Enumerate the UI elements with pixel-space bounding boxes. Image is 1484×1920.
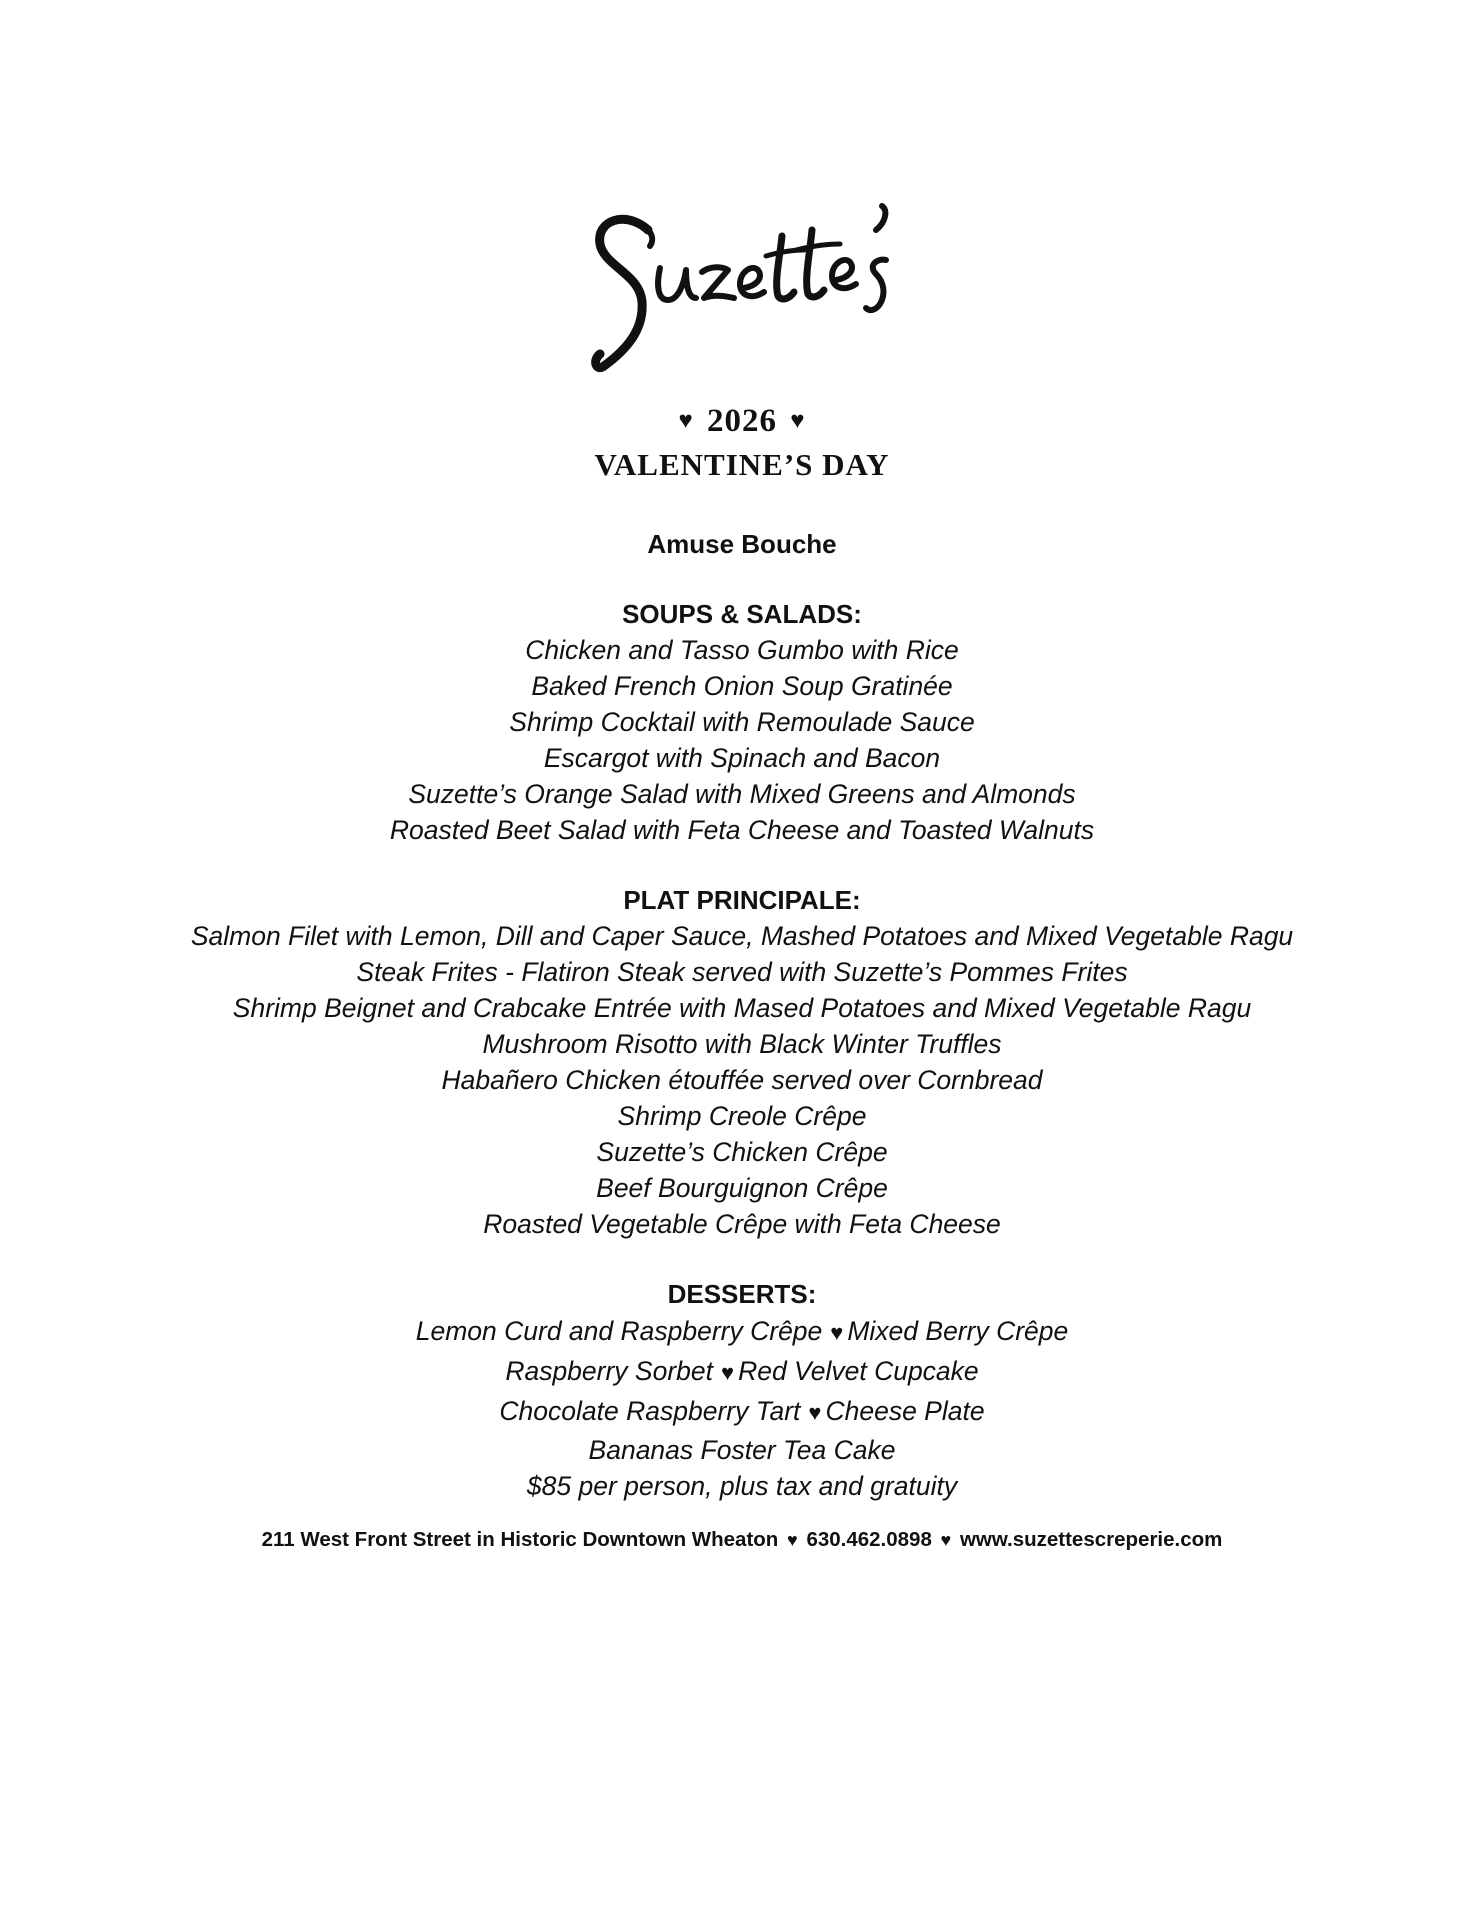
list-item: Roasted Vegetable Crêpe with Feta Cheese — [483, 1209, 1001, 1239]
dessert-pair — [0, 1312, 1484, 1352]
amuse-bouche-heading: Amuse Bouche — [647, 529, 837, 559]
list-item: Mushroom Risotto with Black Winter Truffles — [482, 1029, 1002, 1059]
dessert-item: Raspberry Sorbet — [505, 1356, 713, 1386]
heart-icon: ♥ — [721, 1360, 735, 1385]
heart-icon: ♥ — [940, 1530, 952, 1550]
heart-icon: ♥ — [830, 1320, 844, 1345]
dessert-item: Bananas Foster Tea Cake — [588, 1435, 896, 1465]
suzettes-logo — [586, 200, 906, 380]
footer-address: 211 West Front Street in Historic Downtown Wheaton — [261, 1528, 779, 1551]
dessert-pair — [0, 1392, 1484, 1432]
desserts-section — [0, 1276, 1484, 1504]
heart-icon: ♥ — [790, 408, 806, 434]
list-item: Beef Bourguignon Crêpe — [596, 1173, 888, 1203]
soups-salads-section — [0, 596, 1484, 848]
list-item: Steak Frites - Flatiron Steak served with Suzette’s Pommes Frites — [356, 957, 1128, 987]
year-line — [0, 403, 1484, 440]
dessert-item: Red Velvet Cupcake — [738, 1356, 979, 1386]
desserts-heading: DESSERTS: — [667, 1279, 817, 1309]
price-line: $85 per person, plus tax and gratuity — [526, 1471, 958, 1501]
dessert-item: Chocolate Raspberry Tart — [499, 1396, 801, 1426]
list-item: Roasted Beet Salad with Feta Cheese and Toasted Walnuts — [389, 815, 1095, 845]
soups-salads-heading: SOUPS & SALADS: — [622, 599, 862, 629]
dessert-pair — [0, 1352, 1484, 1392]
list-item: Habañero Chicken étouffée served over Cornbread — [441, 1065, 1043, 1095]
heart-icon: ♥ — [678, 408, 694, 434]
suzettes-logo-art — [586, 200, 906, 380]
footer-contact — [0, 1528, 1484, 1552]
list-item: Shrimp Beignet and Crabcake Entrée with Mased Potatoes and Mixed Vegetable Ragu — [232, 993, 1252, 1023]
year-text: 2026 — [707, 403, 777, 439]
list-item: Shrimp Creole Crêpe — [617, 1101, 867, 1131]
heart-icon: ♥ — [808, 1400, 822, 1425]
dessert-item: Mixed Berry Crêpe — [847, 1316, 1069, 1346]
footer-phone: 630.462.0898 — [806, 1528, 932, 1551]
list-item: Suzette’s Orange Salad with Mixed Greens and Almonds — [408, 779, 1076, 809]
footer-website: www.suzettescreperie.com — [959, 1528, 1223, 1551]
dessert-item: Cheese Plate — [825, 1396, 985, 1426]
list-item: Escargot with Spinach and Bacon — [543, 743, 941, 773]
heart-icon: ♥ — [787, 1530, 798, 1550]
list-item: Salmon Filet with Lemon, Dill and Caper Sauce, Mashed Potatoes and Mixed Vegetable Ragu — [190, 921, 1294, 951]
list-item: Chicken and Tasso Gumbo with Rice — [525, 635, 959, 665]
list-item: Shrimp Cocktail with Remoulade Sauce — [509, 707, 975, 737]
menu-body — [0, 526, 1484, 1504]
list-item: Suzette’s Chicken Crêpe — [596, 1137, 888, 1167]
dessert-item: Lemon Curd and Raspberry Crêpe — [415, 1316, 823, 1346]
plat-principale-heading: PLAT PRINCIPALE: — [623, 885, 861, 915]
list-item: Baked French Onion Soup Gratinée — [531, 671, 953, 701]
plat-principale-section — [0, 882, 1484, 1242]
event-title: VALENTINE’S DAY — [594, 447, 890, 482]
